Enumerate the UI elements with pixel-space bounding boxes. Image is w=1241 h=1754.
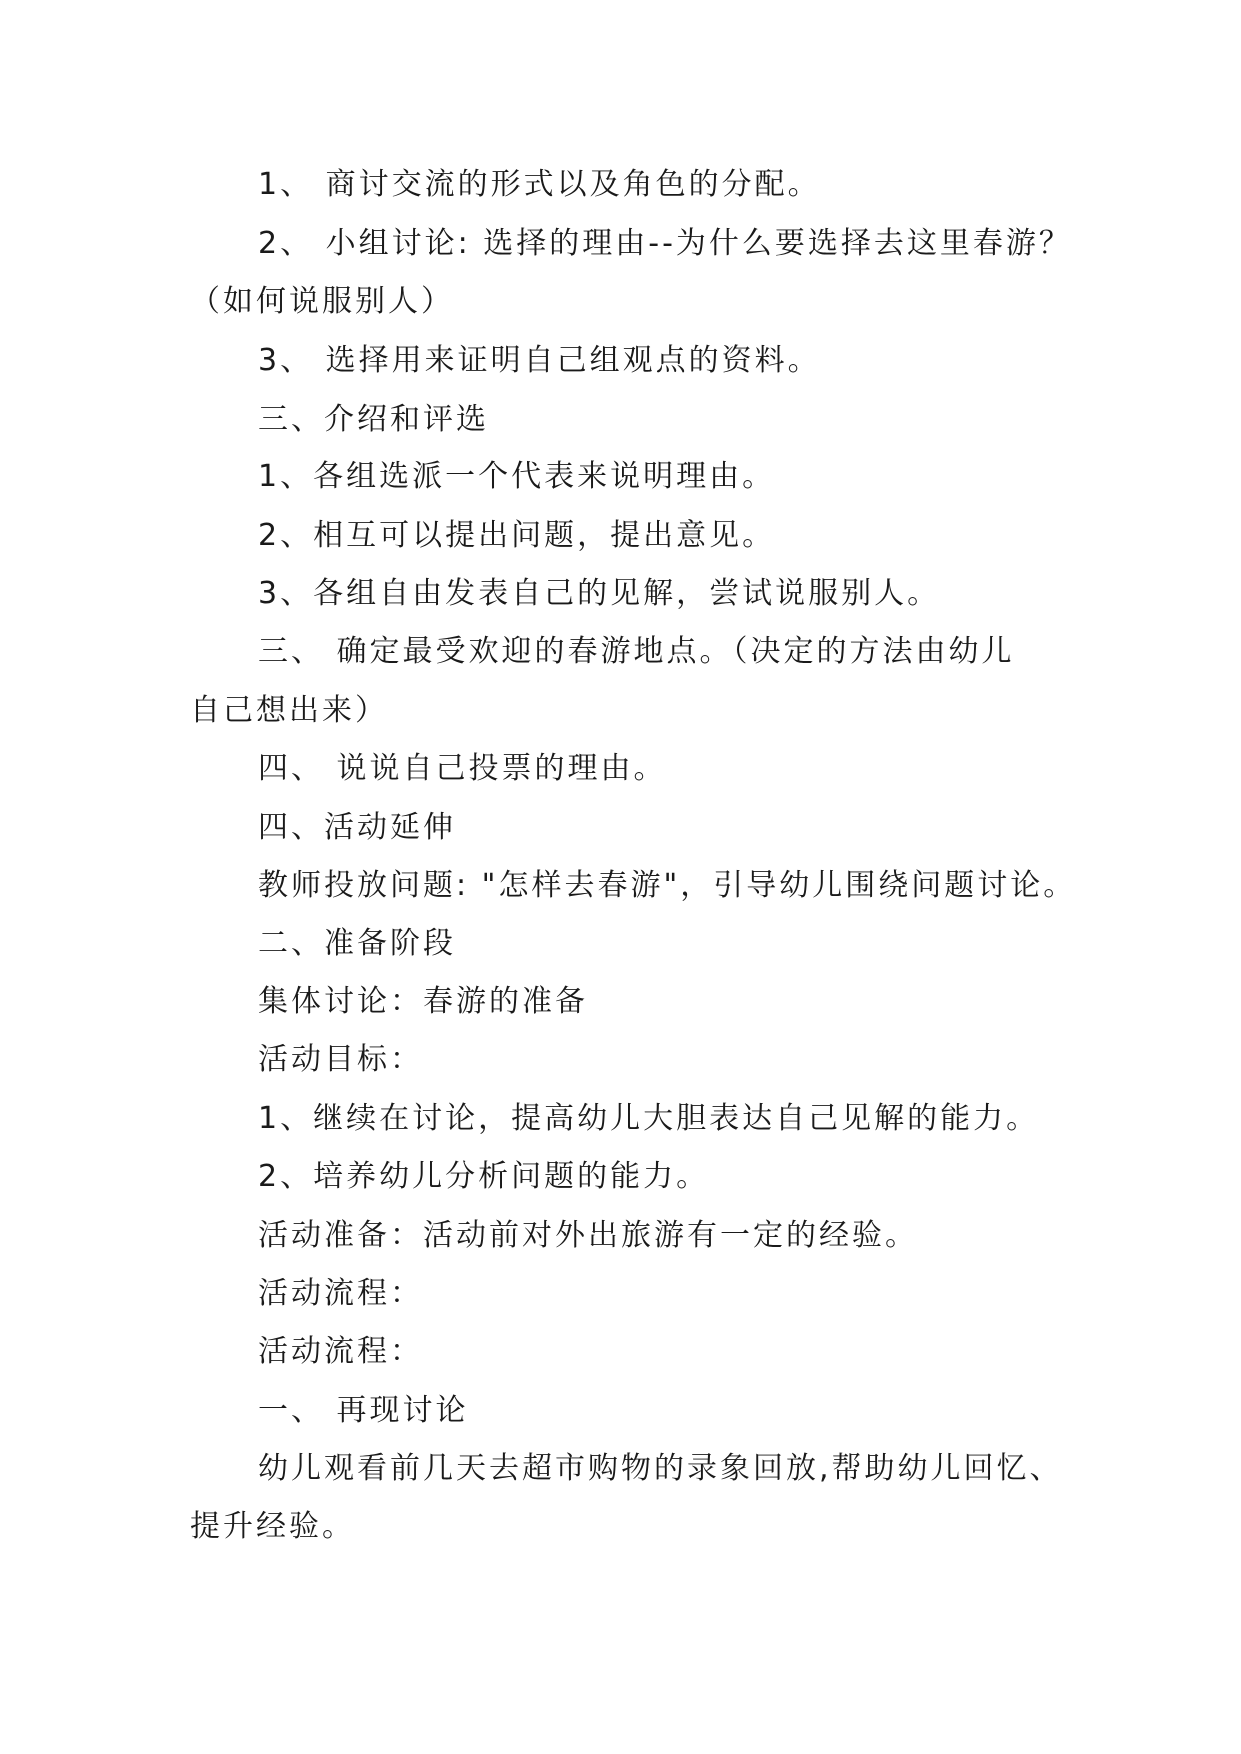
text-line: 活动目标： bbox=[258, 1042, 423, 1077]
text-line: 活动流程： bbox=[258, 1334, 423, 1369]
text-line: 活动准备：活动前对外出旅游有一定的经验。 bbox=[258, 1218, 918, 1253]
text-line: 1、继续在讨论，提高幼儿大胆表达自己见解的能力。 bbox=[258, 1101, 1040, 1136]
section-heading: 一、 再现讨论 bbox=[258, 1393, 469, 1428]
text-line: 2、相互可以提出问题，提出意见。 bbox=[258, 518, 776, 553]
text-line: 三、 确定最受欢迎的春游地点。（决定的方法由幼儿 bbox=[258, 634, 1015, 669]
text-line: 1、 商讨交流的形式以及角色的分配。 bbox=[258, 167, 821, 202]
section-heading: 二、准备阶段 bbox=[258, 926, 456, 961]
text-line: （如何说服别人） bbox=[190, 284, 454, 319]
text-line: 3、 选择用来证明自己组观点的资料。 bbox=[258, 343, 821, 378]
section-heading: 三、介绍和评选 bbox=[258, 402, 489, 437]
text-line: 1、各组选派一个代表来说明理由。 bbox=[258, 459, 776, 494]
text-line: 教师投放问题: "怎样去春游"，引导幼儿围绕问题讨论。 bbox=[258, 868, 1077, 903]
text-line: 四、 说说自己投票的理由。 bbox=[258, 751, 667, 786]
text-line: 2、 小组讨论: 选择的理由--为什么要选择去这里春游？ bbox=[258, 226, 1072, 261]
text-line: 自己想出来） bbox=[190, 693, 388, 728]
section-heading: 四、活动延伸 bbox=[258, 810, 456, 845]
text-line: 集体讨论：春游的准备 bbox=[258, 984, 588, 1019]
text-line: 3、各组自由发表自己的见解，尝试说服别人。 bbox=[258, 576, 941, 611]
text-line: 幼儿观看前几天去超市购物的录象回放,帮助幼儿回忆、 bbox=[258, 1451, 1063, 1486]
text-line: 活动流程： bbox=[258, 1276, 423, 1311]
text-line: 提升经验。 bbox=[190, 1509, 355, 1544]
text-line: 2、培养幼儿分析问题的能力。 bbox=[258, 1159, 710, 1194]
